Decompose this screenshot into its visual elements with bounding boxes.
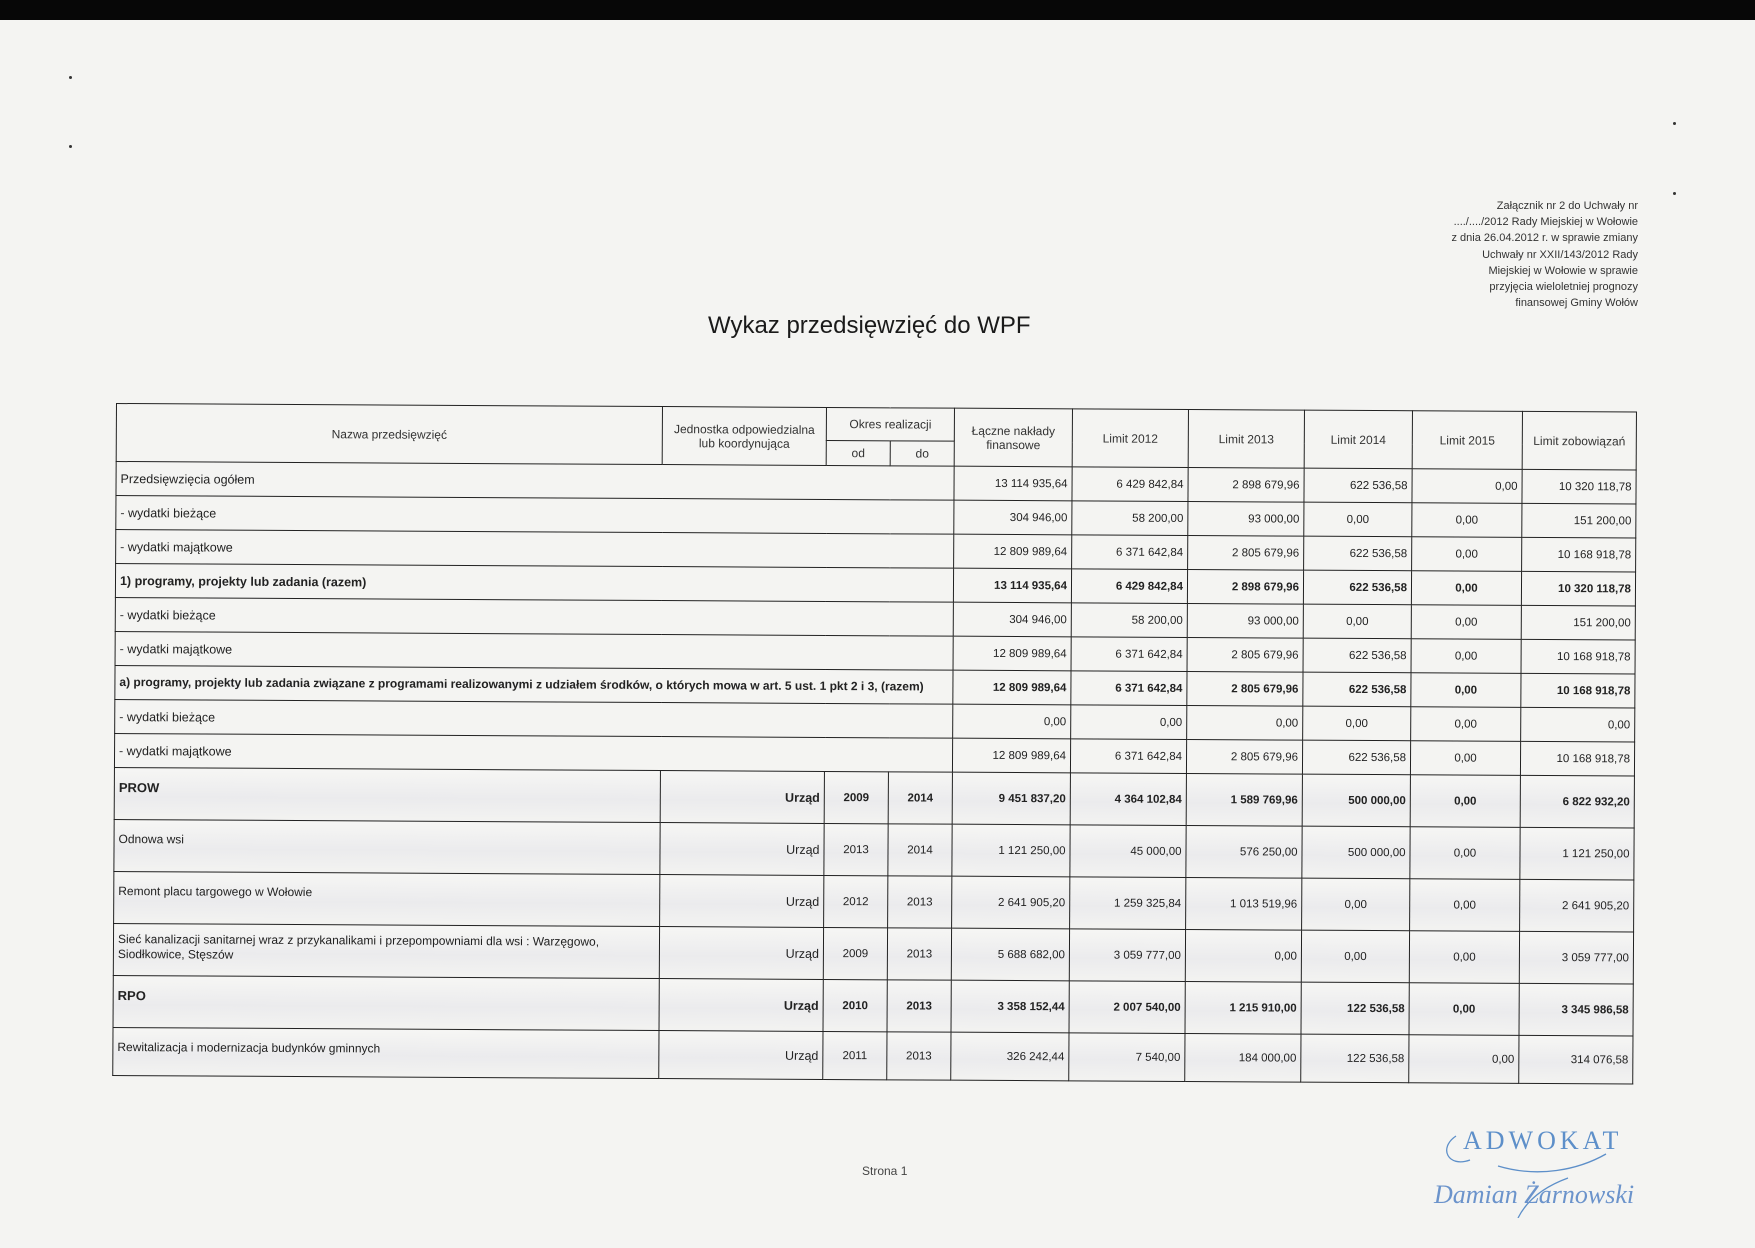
stamp-signature: Damian Żarnowski <box>1434 1180 1635 1209</box>
row-name: a) programy, projekty lub zadania związane z programami realizowanymi z udziałem środków, o których mowa w art. 5 ust. 1 pkt 2 i 3, (razem) <box>115 665 953 704</box>
row-name: - wydatki majątkowe <box>115 631 953 670</box>
advocate-stamp <box>1428 1108 1648 1218</box>
project-unit: Urząd <box>659 927 823 980</box>
total-cell: 5 688 682,00 <box>951 928 1069 981</box>
total-cell: 13 114 935,64 <box>954 466 1072 501</box>
attachment-line: Uchwały nr XXII/143/2012 Rady <box>1482 248 1638 261</box>
scan-speck <box>69 76 72 79</box>
limit-2015-cell: 0,00 <box>1410 879 1520 932</box>
project-name: Remont placu targowego w Wołowie <box>114 871 660 926</box>
obligations-cell: 10 168 918,78 <box>1521 639 1635 674</box>
total-cell: 304 946,00 <box>954 500 1072 535</box>
project-row <box>114 819 1634 879</box>
row-name: - wydatki bieżące <box>116 496 954 535</box>
attachment-line: przyjęcia wieloletniej prognozy <box>1489 281 1638 294</box>
limit-2014-cell: 622 536,58 <box>1303 638 1411 673</box>
header-name: Nazwa przedsięwzięć <box>116 404 662 465</box>
header-to: do <box>890 441 954 466</box>
stamp-title: ADWOKAT <box>1463 1126 1623 1155</box>
limit-2013-cell: 93 000,00 <box>1188 501 1304 536</box>
project-row <box>113 975 1633 1035</box>
project-to: 2013 <box>887 1032 951 1080</box>
limit-2015-cell: 0,00 <box>1409 983 1519 1036</box>
limit-2012-cell: 45 000,00 <box>1070 825 1186 878</box>
limit-2013-cell: 0,00 <box>1185 929 1301 982</box>
total-cell: 3 358 152,44 <box>951 980 1069 1033</box>
obligations-cell: 10 168 918,78 <box>1520 741 1634 776</box>
row-name: - wydatki bieżące <box>115 597 953 636</box>
obligations-cell: 6 822 932,20 <box>1520 775 1634 828</box>
attachment-line: finansowej Gminy Wołów <box>1515 297 1638 310</box>
total-cell: 2 641 905,20 <box>952 876 1070 929</box>
limit-2014-cell: 0,00 <box>1301 930 1409 983</box>
limit-2015-cell: 0,00 <box>1411 639 1521 674</box>
project-from: 2010 <box>823 979 887 1031</box>
limit-2012-cell: 4 364 102,84 <box>1070 773 1186 826</box>
limit-2015-cell: 0,00 <box>1410 775 1520 828</box>
obligations-cell: 10 320 118,78 <box>1521 571 1635 606</box>
obligations-cell: 1 121 250,00 <box>1520 827 1634 880</box>
total-cell: 12 809 989,64 <box>953 636 1071 671</box>
limit-2013-cell: 93 000,00 <box>1187 603 1303 638</box>
limit-2012-cell: 7 540,00 <box>1069 1033 1185 1082</box>
project-unit: Urząd <box>659 1031 823 1080</box>
project-unit: Urząd <box>660 875 824 928</box>
scan-top-edge <box>0 0 1755 20</box>
limit-2012-cell: 3 059 777,00 <box>1069 929 1185 982</box>
project-name: Rewitalizacja i modernizacja budynków gminnych <box>113 1027 659 1078</box>
limit-2015-cell: 0,00 <box>1412 469 1522 504</box>
total-cell: 326 242,44 <box>951 1032 1069 1081</box>
total-cell: 9 451 837,20 <box>952 772 1070 825</box>
project-from: 2011 <box>823 1031 887 1079</box>
limit-2012-cell: 2 007 540,00 <box>1069 981 1185 1034</box>
limit-2012-cell: 6 371 642,84 <box>1071 671 1187 706</box>
limit-2014-cell: 0,00 <box>1303 706 1411 741</box>
header-total: Łączne nakłady finansowe <box>954 408 1072 467</box>
row-name: Przedsięwzięcia ogółem <box>116 462 954 501</box>
project-to: 2014 <box>888 824 952 876</box>
obligations-cell: 151 200,00 <box>1521 605 1635 640</box>
total-cell: 0,00 <box>953 704 1071 739</box>
limit-2013-cell: 1 589 769,96 <box>1186 773 1302 826</box>
page-number: Strona 1 <box>862 1164 908 1178</box>
total-cell: 12 809 989,64 <box>953 670 1071 705</box>
limit-2013-cell: 2 805 679,96 <box>1186 739 1302 774</box>
row-name: - wydatki majątkowe <box>116 530 954 569</box>
limit-2015-cell: 0,00 <box>1412 503 1522 538</box>
limit-2012-cell: 6 429 842,84 <box>1072 467 1188 502</box>
limit-2012-cell: 58 200,00 <box>1072 501 1188 536</box>
project-name: Sieć kanalizacji sanitarnej wraz z przykanalikami i przepompowniami dla wsi : Warzęgowo, Siodłkowice, Stęszów <box>113 923 659 978</box>
limit-2015-cell: 0,00 <box>1411 571 1521 606</box>
limit-2014-cell: 622 536,58 <box>1302 740 1410 775</box>
limit-2014-cell: 622 536,58 <box>1304 536 1412 571</box>
limit-2014-cell: 500 000,00 <box>1302 826 1410 879</box>
obligations-cell: 3 059 777,00 <box>1519 931 1633 984</box>
limit-2014-cell: 622 536,58 <box>1303 570 1411 605</box>
limit-2015-cell: 0,00 <box>1409 931 1519 984</box>
limit-2013-cell: 1 013 519,96 <box>1186 877 1302 930</box>
project-unit: Urząd <box>660 823 824 876</box>
project-name: RPO <box>113 975 659 1030</box>
limit-2015-cell: 0,00 <box>1411 707 1521 742</box>
header-period: Okres realizacji <box>826 407 954 441</box>
limit-2014-cell: 622 536,58 <box>1304 468 1412 503</box>
attachment-line: ..../..../2012 Rady Miejskiej w Wołowie <box>1453 216 1638 229</box>
limit-2013-cell: 2 898 679,96 <box>1188 467 1304 502</box>
scan-speck <box>1673 192 1676 195</box>
scan-speck <box>69 145 72 148</box>
limit-2014-cell: 0,00 <box>1304 502 1412 537</box>
total-cell: 13 114 935,64 <box>953 568 1071 603</box>
limit-2014-cell: 622 536,58 <box>1303 672 1411 707</box>
limit-2012-cell: 6 371 642,84 <box>1070 739 1186 774</box>
total-cell: 304 946,00 <box>953 602 1071 637</box>
obligations-cell: 10 168 918,78 <box>1522 537 1636 572</box>
limit-2012-cell: 1 259 325,84 <box>1070 877 1186 930</box>
limit-2013-cell: 576 250,00 <box>1186 825 1302 878</box>
limit-2012-cell: 6 371 642,84 <box>1072 535 1188 570</box>
row-name: 1) programy, projekty lub zadania (razem) <box>115 564 953 603</box>
project-to: 2013 <box>888 876 952 928</box>
obligations-cell: 3 345 986,58 <box>1519 983 1633 1036</box>
total-cell: 12 809 989,64 <box>954 534 1072 569</box>
limit-2013-cell: 2 805 679,96 <box>1188 535 1304 570</box>
page-title: Wykaz przedsięwzięć do WPF <box>708 312 1031 339</box>
project-row <box>113 1027 1633 1083</box>
project-unit: Urząd <box>660 771 824 824</box>
project-from: 2009 <box>824 771 888 823</box>
header-limit-2015: Limit 2015 <box>1412 411 1522 470</box>
row-name: - wydatki bieżące <box>115 699 953 738</box>
attachment-line: Miejskiej w Wołowie w sprawie <box>1488 264 1638 277</box>
limit-2012-cell: 58 200,00 <box>1071 603 1187 638</box>
obligations-cell: 0,00 <box>1521 707 1635 742</box>
header-limit-2012: Limit 2012 <box>1072 409 1188 468</box>
limit-2012-cell: 6 371 642,84 <box>1071 637 1187 672</box>
row-name: - wydatki majątkowe <box>114 733 952 772</box>
limit-2014-cell: 0,00 <box>1302 878 1410 931</box>
scan-speck <box>1673 122 1676 125</box>
project-name: PROW <box>114 767 660 822</box>
project-to: 2013 <box>887 980 951 1032</box>
total-cell: 12 809 989,64 <box>952 738 1070 773</box>
project-row <box>114 767 1634 827</box>
attachment-line: z dnia 26.04.2012 r. w sprawie zmiany <box>1451 232 1638 245</box>
obligations-cell: 151 200,00 <box>1522 503 1636 538</box>
attachment-line: Załącznik nr 2 do Uchwały nr <box>1496 200 1638 212</box>
limit-2013-cell: 184 000,00 <box>1185 1033 1301 1082</box>
project-name: Odnowa wsi <box>114 819 660 874</box>
header-obligations: Limit zobowiązań <box>1522 411 1636 470</box>
limit-2013-cell: 1 215 910,00 <box>1185 981 1301 1034</box>
limit-2015-cell: 0,00 <box>1411 673 1521 708</box>
limit-2015-cell: 0,00 <box>1410 741 1520 776</box>
limit-2012-cell: 0,00 <box>1071 705 1187 740</box>
attachment-note <box>1380 198 1638 311</box>
limit-2013-cell: 2 805 679,96 <box>1187 671 1303 706</box>
obligations-cell: 10 168 918,78 <box>1521 673 1635 708</box>
project-from: 2009 <box>823 927 887 979</box>
project-unit: Urząd <box>659 979 823 1032</box>
limit-2015-cell: 0,00 <box>1409 1035 1519 1084</box>
obligations-cell: 2 641 905,20 <box>1520 879 1634 932</box>
project-to: 2014 <box>888 772 952 824</box>
obligations-cell: 314 076,58 <box>1519 1035 1633 1084</box>
project-row <box>114 871 1634 931</box>
limit-2015-cell: 0,00 <box>1411 605 1521 640</box>
limit-2014-cell: 0,00 <box>1303 604 1411 639</box>
header-limit-2013: Limit 2013 <box>1188 409 1304 468</box>
total-cell: 1 121 250,00 <box>952 824 1070 877</box>
limit-2013-cell: 0,00 <box>1187 705 1303 740</box>
header-limit-2014: Limit 2014 <box>1304 410 1412 469</box>
header-from: od <box>826 440 890 465</box>
limit-2012-cell: 6 429 842,84 <box>1071 569 1187 604</box>
limit-2013-cell: 2 805 679,96 <box>1187 637 1303 672</box>
obligations-cell: 10 320 118,78 <box>1522 469 1636 504</box>
header-unit: Jednostka odpowiedzialna lub koordynująca <box>662 407 826 466</box>
limit-2014-cell: 122 536,58 <box>1301 1034 1409 1083</box>
limit-2013-cell: 2 898 679,96 <box>1187 569 1303 604</box>
project-from: 2012 <box>824 875 888 927</box>
limit-2014-cell: 500 000,00 <box>1302 774 1410 827</box>
limit-2015-cell: 0,00 <box>1410 827 1520 880</box>
project-from: 2013 <box>824 823 888 875</box>
limit-2015-cell: 0,00 <box>1412 537 1522 572</box>
wpf-table <box>112 403 1637 1084</box>
project-to: 2013 <box>887 928 951 980</box>
limit-2014-cell: 122 536,58 <box>1301 982 1409 1035</box>
project-row <box>113 923 1633 983</box>
